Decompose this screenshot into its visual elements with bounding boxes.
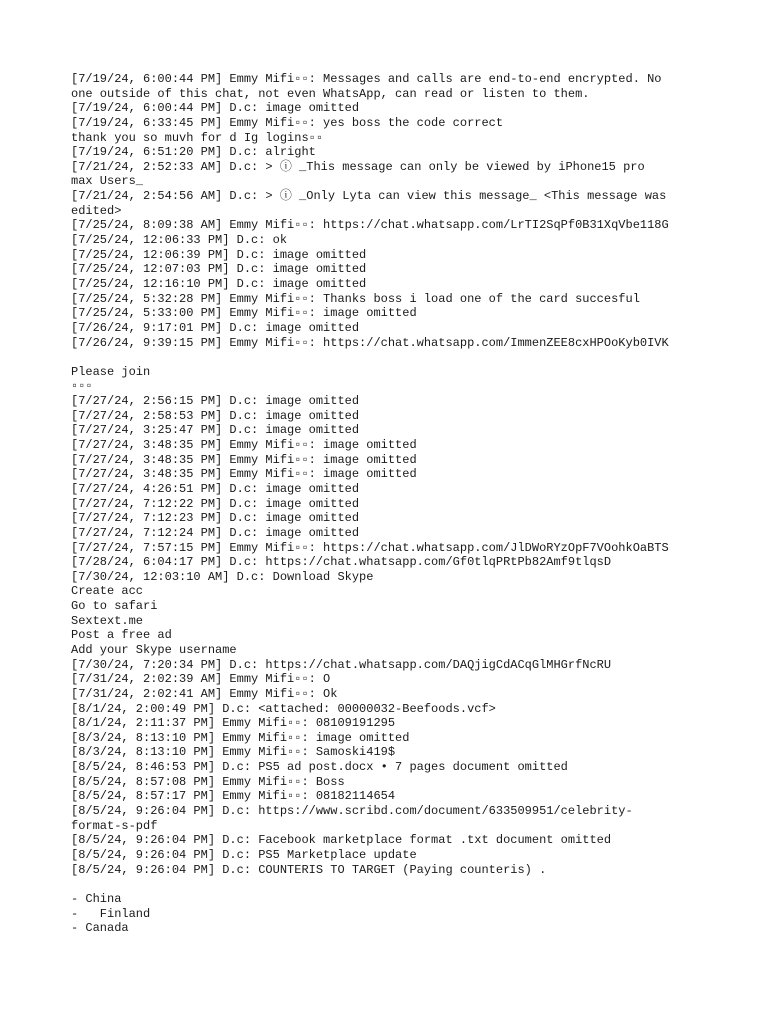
chat-log-line: [7/27/24, 3:48:35 PM] Emmy Mifi▫▫: image omitted [71, 452, 417, 467]
chat-log-line: [7/19/24, 6:51:20 PM] D.c: alright [71, 145, 316, 160]
chat-log-line: [8/5/24, 8:57:08 PM] Emmy Mifi▫▫: Boss [71, 774, 345, 789]
chat-log-line: [7/27/24, 4:26:51 PM] D.c: image omitted [71, 481, 360, 496]
chat-log-line [71, 877, 711, 892]
chat-log-line: [7/27/24, 7:12:23 PM] D.c: image omitted [71, 511, 360, 526]
document-page [71, 72, 711, 936]
chat-log-line: [7/30/24, 12:03:10 AM] D.c: Download Skype [71, 569, 374, 584]
chat-log-line: edited> [71, 203, 122, 218]
chat-log-line: Please join [71, 364, 151, 379]
chat-log-line: [8/5/24, 9:26:04 PM] D.c: https://www.scribd.com/document/633509951/celebrity- [71, 804, 633, 819]
chat-log-line: [7/27/24, 3:25:47 PM] D.c: image omitted [71, 423, 360, 438]
chat-log-line: one outside of this chat, not even WhatsApp, can read or listen to them. [71, 86, 590, 101]
chat-log-line: thank you so muvh for d Ig logins▫▫ [71, 130, 324, 145]
chat-log-line: Go to safari [71, 599, 158, 614]
chat-log-line: [7/31/24, 2:02:41 AM] Emmy Mifi▫▫: Ok [71, 686, 338, 701]
chat-log-line [71, 350, 711, 365]
chat-log-line: [7/26/24, 9:17:01 PM] D.c: image omitted [71, 320, 360, 335]
chat-log-line: [7/26/24, 9:39:15 PM] Emmy Mifi▫▫: https://chat.whatsapp.com/ImmenZEE8cxHPOoKyb0IVK [71, 335, 669, 350]
chat-log-line: [8/3/24, 8:13:10 PM] Emmy Mifi▫▫: image omitted [71, 730, 410, 745]
chat-log-line: [7/25/24, 5:33:00 PM] Emmy Mifi▫▫: image omitted [71, 306, 417, 321]
chat-log-line: ▫▫▫ [71, 379, 93, 394]
chat-log-line: [7/25/24, 12:07:03 PM] D.c: image omitted [71, 262, 367, 277]
chat-log-line: [8/3/24, 8:13:10 PM] Emmy Mifi▫▫: Samoski419$ [71, 745, 396, 760]
chat-log-line: [7/27/24, 3:48:35 PM] Emmy Mifi▫▫: image omitted [71, 438, 417, 453]
chat-log-line: [7/19/24, 6:00:44 PM] D.c: image omitted [71, 101, 360, 116]
chat-log-line: Sextext.me [71, 613, 144, 628]
chat-log-line: [7/21/24, 2:52:33 AM] D.c: > ⓘ _This message can only be viewed by iPhone15 pro [71, 159, 645, 174]
chat-log-line: - China [71, 891, 122, 906]
chat-log-line: [7/27/24, 2:58:53 PM] D.c: image omitted [71, 408, 360, 423]
chat-log-line: [7/27/24, 7:12:24 PM] D.c: image omitted [71, 525, 360, 540]
chat-log-line: [8/5/24, 8:57:17 PM] Emmy Mifi▫▫: 08182114654 [71, 789, 396, 804]
chat-log-line: [7/31/24, 2:02:39 AM] Emmy Mifi▫▫: O [71, 672, 331, 687]
chat-log-line: [7/25/24, 5:32:28 PM] Emmy Mifi▫▫: Thanks boss i load one of the card succesful [71, 291, 640, 306]
chat-log-line: format-s-pdf [71, 818, 158, 833]
chat-log-line: [8/5/24, 9:26:04 PM] D.c: Facebook marketplace format .txt document omitted [71, 833, 612, 848]
chat-log-line: Create acc [71, 584, 144, 599]
chat-log-line: Add your Skype username [71, 642, 237, 657]
chat-log-line: [7/25/24, 12:06:33 PM] D.c: ok [71, 233, 288, 248]
chat-log-line: [8/5/24, 9:26:04 PM] D.c: PS5 Marketplace update [71, 847, 417, 862]
chat-log-line: [7/19/24, 6:00:44 PM] Emmy Mifi▫▫: Messages and calls are end-to-end encrypted. No [71, 72, 662, 86]
chat-log-line: Post a free ad [71, 628, 172, 643]
chat-log-line: [7/25/24, 12:06:39 PM] D.c: image omitted [71, 247, 367, 262]
chat-log-line: [7/27/24, 7:12:22 PM] D.c: image omitted [71, 496, 360, 511]
chat-log-line: [7/25/24, 8:09:38 AM] Emmy Mifi▫▫: https://chat.whatsapp.com/LrTI2SqPf0B31XqVbe118G [71, 218, 669, 233]
chat-log-line: - Canada [71, 921, 129, 936]
chat-log-line: [8/5/24, 8:46:53 PM] D.c: PS5 ad post.docx • 7 pages document omitted [71, 760, 568, 775]
chat-log-line: max Users_ [71, 174, 144, 189]
chat-log-line: [8/5/24, 9:26:04 PM] D.c: COUNTERIS TO TARGET (Paying counteris) . [71, 862, 547, 877]
chat-log-line: [7/30/24, 7:20:34 PM] D.c: https://chat.whatsapp.com/DAQjigCdACqGlMHGrfNcRU [71, 657, 612, 672]
chat-log-line: [7/25/24, 12:16:10 PM] D.c: image omitted [71, 276, 367, 291]
chat-log-line: [7/21/24, 2:54:56 AM] D.c: > ⓘ _Only Lyta can view this message_ <This message was [71, 189, 667, 204]
chat-log-line: [8/1/24, 2:00:49 PM] D.c: <attached: 00000032-Beefoods.vcf> [71, 701, 496, 716]
chat-log-line: [7/27/24, 2:56:15 PM] D.c: image omitted [71, 394, 360, 409]
chat-log-line: [8/1/24, 2:11:37 PM] Emmy Mifi▫▫: 08109191295 [71, 716, 396, 731]
chat-log-line: [7/19/24, 6:33:45 PM] Emmy Mifi▫▫: yes boss the code correct [71, 115, 504, 130]
chat-log-line: - Finland [71, 906, 151, 921]
chat-log-line: [7/27/24, 3:48:35 PM] Emmy Mifi▫▫: image omitted [71, 467, 417, 482]
chat-log-line: [7/28/24, 6:04:17 PM] D.c: https://chat.whatsapp.com/Gf0tlqPRtPb82Amf9tlqsD [71, 555, 612, 570]
chat-log-line: [7/27/24, 7:57:15 PM] Emmy Mifi▫▫: https://chat.whatsapp.com/JlDWoRYzOpF7VOohkOaBTS [71, 540, 669, 555]
